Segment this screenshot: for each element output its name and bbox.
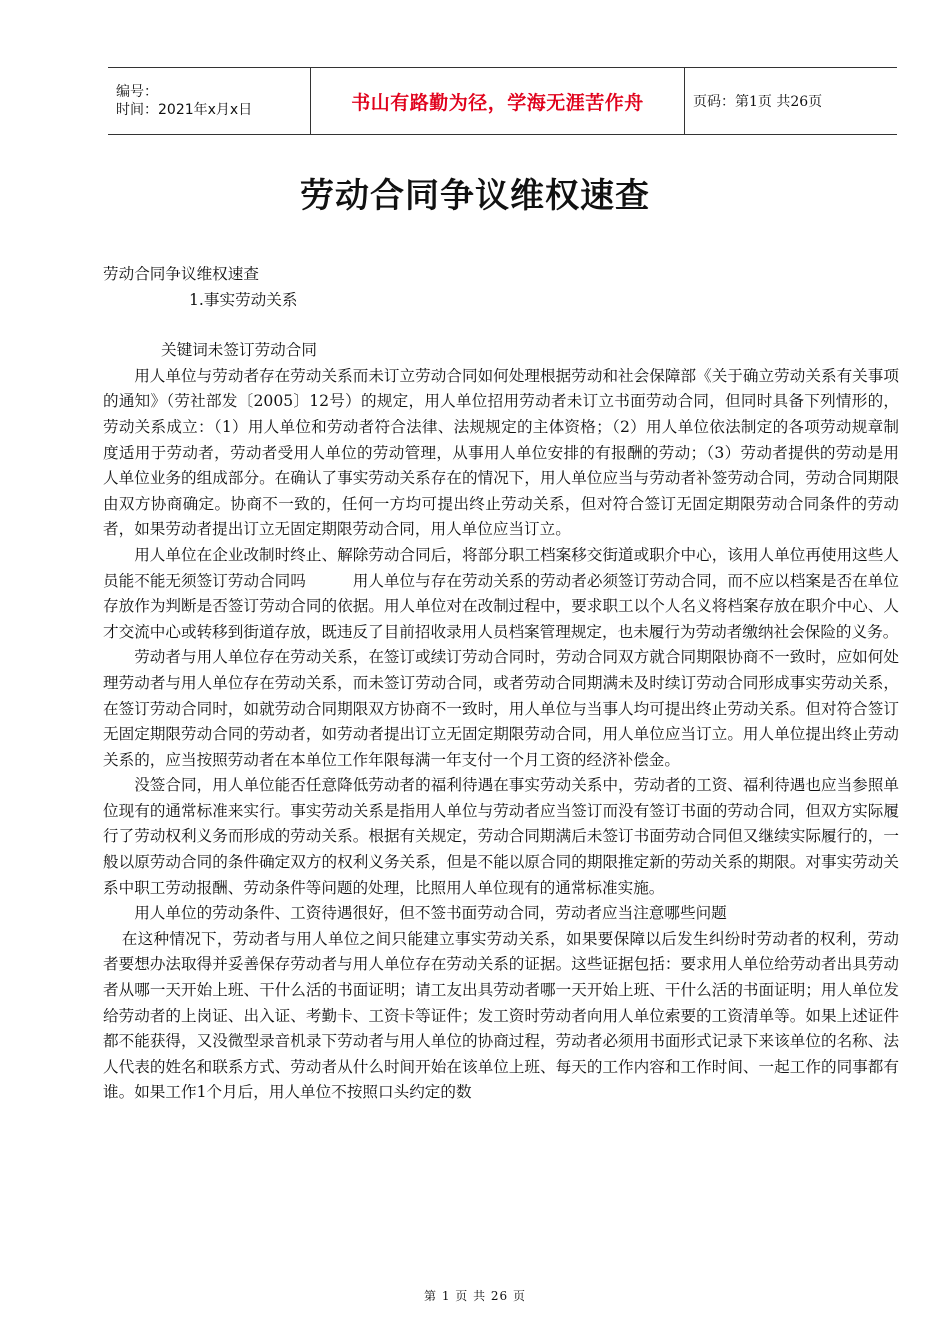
document-number-label: 编号： [116,84,158,100]
page-footer: 第 1 页 共 26 页 [424,1289,526,1303]
paragraph: 用人单位与劳动者存在劳动关系而未订立劳动合同如何处理根据劳动和社会保障部《关于确立劳动关系有关事项的通知》（劳社部发〔2005〕12号）的规定，用人单位招用劳动者未订立书面劳动合同，但同时具备下列情形的，劳动关系成立：（1）用人单位和劳动者符合法律、法规规定的主体资格；（2）用人单位依法制定的各项劳动规章制度适用于劳动者，劳动者受用人单位的劳动管理，从事用人单位安排的有报酬的劳动；（3）劳动者提供的劳动是用人单位业务的组成部分。在确认了事实劳动关系存在的情况下，用人单位应当与劳动者补签劳动合同，劳动合同期限由双方协商确定。协商不一致的，任何一方均可提出终止劳动关系，但对符合签订无固定期限劳动合同条件的劳动者，如果劳动者提出订立无固定期限劳动合同，用人单位应当订立。 [103,366,899,539]
header-page-info: 页码：第1页 共26页 [693,94,823,110]
header-page-info-cell [685,68,897,134]
paragraph: 用人单位在企业改制时终止、解除劳动合同后，将部分职工档案移交街道或职介中心，该用人单位再使用这些人员能不能无须签订劳动合同吗 用人单位与存在劳动关系的劳动者必须签订劳动合同，而不应以档案是否在单位存放作为判断是否签订劳动合同的依据。用人单位对在改制过程中，要求职工以个人名义将档案存放在职介中心、人才交流中心或转移到街道存放，既违反了目前招收录用人员档案管理规定，也未履行为劳动者缴纳社会保险的义务。 [103,545,899,641]
question-line: 用人单位的劳动条件、工资待遇很好，但不签书面劳动合同，劳动者应当注意哪些问题 [134,904,727,923]
paragraph: 劳动者与用人单位存在劳动关系，在签订或续订劳动合同时，劳动合同双方就合同期限协商不一致时，应如何处理劳动者与用人单位存在劳动关系，而未签订劳动合同，或者劳动合同期满未及时续订劳动合同形成事实劳动关系，在签订劳动合同时，如就劳动合同期限双方协商不一致时，用人单位与当事人均可提出终止劳动关系。但对符合签订无固定期限劳动合同的劳动者，如劳动者提出订立无固定期限劳动合同，用人单位应当订立。用人单位提出终止劳动关系的，应当按照劳动者在本单位工作年限每满一年支付一个月工资的经济补偿金。 [103,648,899,769]
section-heading: 1.事实劳动关系 [189,290,298,309]
document-title: 劳动合同争议维权速查 [300,176,650,216]
header-motto-cell [311,68,685,134]
paragraph: 没签合同，用人单位能否任意降低劳动者的福利待遇在事实劳动关系中，劳动者的工资、福利待遇也应当参照单位现有的通常标准来实行。事实劳动关系是指用人单位与劳动者应当签订而没有签订书面的劳动合同，但双方实际履行了劳动权利义务而形成的劳动关系。根据有关规定，劳动合同期满后未签订书面劳动合同但又继续实际履行的，一般以原劳动合同的条件确定双方的权利义务关系，但是不能以原合同的期限推定新的劳动关系的期限。对事实劳动关系中职工劳动报酬、劳动条件等问题的处理，比照用人单位现有的通常标准实施。 [103,776,899,897]
header-motto: 书山有路勤为径，学海无涯苦作舟 [351,91,644,114]
document-header [108,67,897,135]
document-body [103,262,899,1106]
document-time: 时间：2021年x月x日 [116,102,253,118]
header-meta [108,68,311,134]
paragraph: 在这种情况下，劳动者与用人单位之间只能建立事实劳动关系，如果要保障以后发生纠纷时劳动者的权利，劳动者要想办法取得并妥善保存劳动者与用人单位存在劳动关系的证据。这些证据包括：要求用人单位给劳动者出具劳动者从哪一天开始上班、干什么活的书面证明；请工友出具劳动者哪一天开始上班、干什么活的书面证明；用人单位发给劳动者的上岗证、出入证、考勤卡、工资卡等证件；发工资时劳动者向用人单位索要的工资清单等。如果上述证件都不能获得，又没微型录音机录下劳动者与用人单位的协商过程，劳动者必须用书面形式记录下来该单位的名称、法人代表的姓名和联系方式、劳动者从什么时间开始在该单位上班、每天的工作内容和工作时间、一起工作的同事都有谁。如果工作1个月后，用人单位不按照口头约定的数 [103,929,899,1102]
intro-title: 劳动合同争议维权速查 [103,265,259,283]
keyword-line: 关键词未签订劳动合同 [161,341,317,360]
